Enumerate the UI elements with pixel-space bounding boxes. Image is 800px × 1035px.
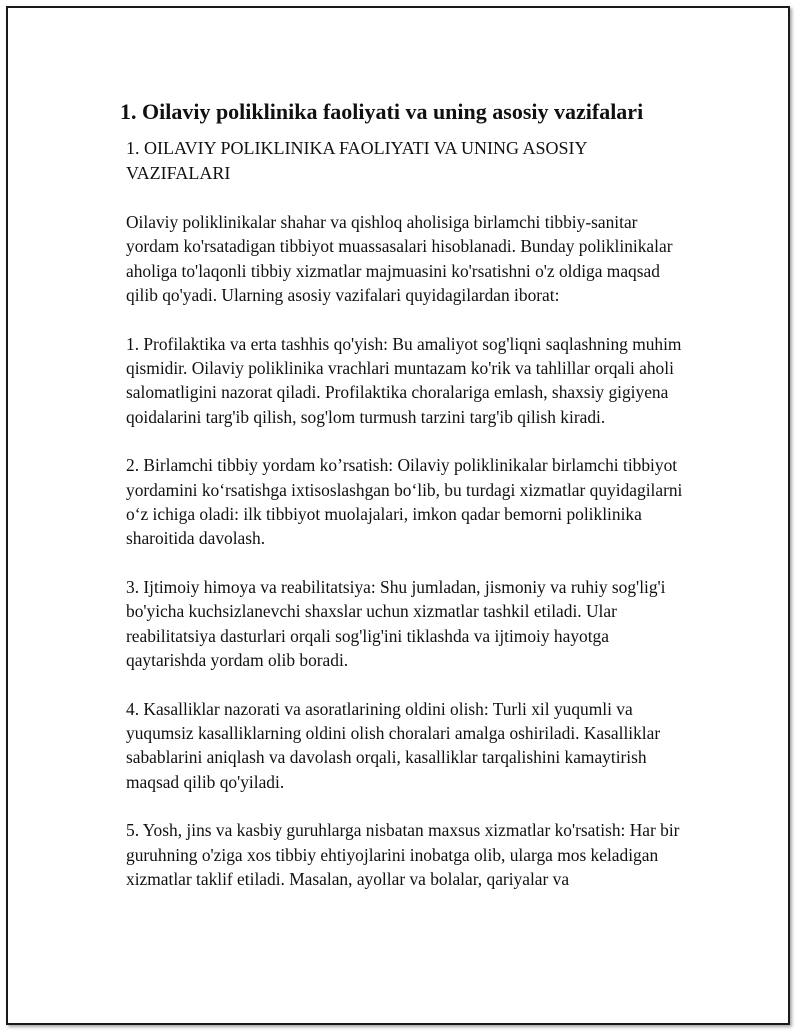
paragraph-item-4: 4. Kasalliklar nazorati va asoratlarining oldini olish: Turli xil yuqumli va yuqumsiz kasalliklarning oldini olish choralari amalga oshiriladi. Kasalliklar sabablarini aniqlash va davolash orqali, kasalliklar tarqalishini kamaytirish maqsad qilib qo'yiladi. xyxy=(126,698,661,792)
paragraph-item-1: 1. Profilaktika va erta tashhis qo'yish: Bu amaliyot sog'liqni saqlashning muhim qismidir. Oilaviy poliklinika vrachlari muntazam ko'rik va tahlillar orqali aholi salomatligini nazorat qiladi. Profilaktika choralariga emlash, shaxsiy gigiyena qoidalarini targ'ib qilish, sog'lom turmush tarzini targ'ib qilish kiradi. xyxy=(126,333,682,427)
document-subtitle: 1. OILAVIY POLIKLINIKA FAOLIYATI VA UNING ASOSIY VAZIFALARI xyxy=(126,138,587,183)
document-title: 1. Oilaviy poliklinika faoliyati va uning asosiy vazifalari xyxy=(120,99,644,124)
paragraph-item-3: 3. Ijtimoiy himoya va reabilitatsiya: Shu jumladan, jismoniy va ruhiy sog'lig'i bo'yicha kuchsizlanevchi shaxslar uchun xizmatlar tashkil etiladi. Ular reabilitatsiya dasturlari orqali sog'lig'ini tiklashda va ijtimoiy hayotga qaytarishda yordam olib boradi. xyxy=(126,576,666,671)
document-content xyxy=(120,96,700,915)
paragraph-item-5: 5. Yosh, jins va kasbiy guruhlarga nisbatan maxsus xizmatlar ko'rsatish: Har bir guruhning o'ziga xos tibbiy ehtiyojlarini inobatga olib, ularga mos keladigan xizmatlar taklif etiladi. Masalan, ayollar va bolalar, qariyalar va xyxy=(126,820,680,889)
paragraph-item-2: 2. Birlamchi tibbiy yordam ko’rsatish: Oilaviy poliklinikalar birlamchi tibbiyot yordamini koʻrsatishga ixtisoslashgan boʻlib, bu turdagi xizmatlar quyidagilarni oʻz ichiga oladi: ilk tibbiyot muolajalari, imkon qadar bemorni poliklinika sharoitida davolash. xyxy=(126,455,683,549)
document-page xyxy=(6,6,790,1025)
paragraph-intro: Oilaviy poliklinikalar shahar va qishloq aholisiga birlamchi tibbiy-sanitar yordam ko'rsatadigan tibbiyot muassasalari hisoblanadi. Bunday poliklinikalar aholiga to'laqonli tibbiy xizmatlar majmuasini ko'rsatishni o'z oldiga maqsad qilib qo'yadi. Ularning asosiy vazifalari quyidagilardan iborat: xyxy=(126,212,673,306)
